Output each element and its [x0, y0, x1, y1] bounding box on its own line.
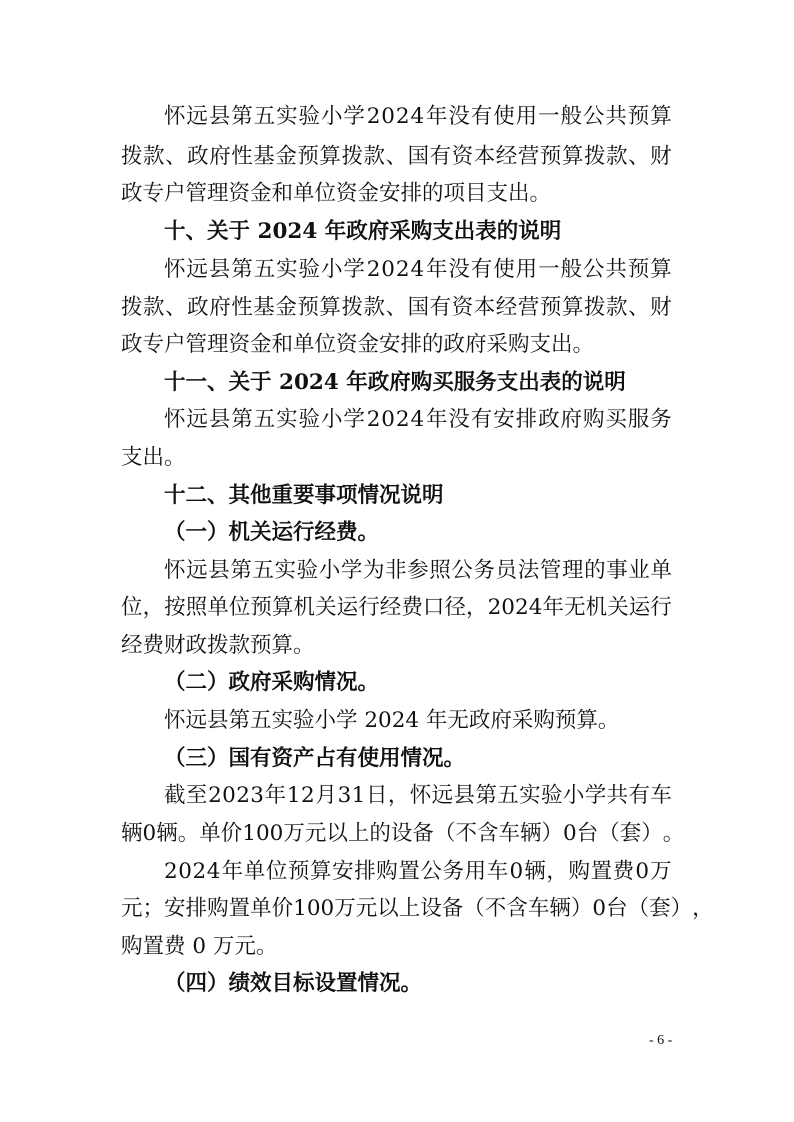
section-heading: 十、关于 2024 年政府采购支出表的说明: [164, 219, 562, 244]
body-text-line: 支出。: [121, 445, 186, 470]
body-text-line: 政专户管理资金和单位资金安排的政府采购支出。: [121, 332, 595, 357]
body-text-line: 购置费 0 万元。: [121, 934, 278, 959]
subsection-heading: （三）国有资产占有使用情况。: [164, 746, 466, 771]
body-text-line: 怀远县第五实验小学 2024 年无政府采购预算。: [164, 708, 620, 733]
section-heading: 十二、其他重要事项情况说明: [164, 483, 444, 508]
body-text-line: 2 0 2 4 年 单 位 预 算 安 排 购 置 公 务 用 车 0 辆 ， 购 置 费 0 万: [164, 859, 672, 884]
body-text-line: 怀 远 县 第 五 实 验 小 学 为 非 参 照 公 务 员 法 管 理 的 事 业 单: [164, 558, 672, 583]
body-text-line: 元 ； 安 排 购 置 单 价 1 0 0 万 元 以 上 设 备 （ 不 含 车 辆 ） 0 台 （ 套 ） ，: [121, 896, 714, 921]
body-text-line: 拨 款 、 政 府 性 基 金 预 算 拨 款 、 国 有 资 本 经 营 预 算 拨 款 、 财: [121, 295, 672, 320]
page-number: - 6 -: [649, 1033, 673, 1048]
subsection-heading: （二）政府采购情况。: [164, 670, 380, 695]
body-text-line: 截 至 2 0 2 3 年 1 2 月 3 1 日 ， 怀 远 县 第 五 实 验 小 学 共 有 车: [164, 783, 672, 808]
subsection-heading: （四）绩效目标设置情况。: [164, 971, 423, 996]
body-text-line: 怀 远 县 第 五 实 验 小 学 2 0 2 4 年 没 有 使 用 一 般 公 共 预 算: [164, 257, 672, 282]
body-text-line: 政专户管理资金和单位资金安排的项目支出。: [121, 181, 552, 206]
body-text-line: 怀 远 县 第 五 实 验 小 学 2 0 2 4 年 没 有 使 用 一 般 公 共 预 算: [164, 104, 672, 129]
body-text-line: 经费财政拨款预算。: [121, 633, 315, 658]
body-text-line: 辆 0 辆 。 单 价 1 0 0 万 元 以 上 的 设 备 （ 不 含 车 辆 ） 0 台 （ 套 ） 。: [121, 821, 685, 846]
body-text-line: 怀 远 县 第 五 实 验 小 学 2 0 2 4 年 没 有 安 排 政 府 购 买 服 务: [164, 407, 672, 432]
section-heading: 十一、关于 2024 年政府购买服务支出表的说明: [164, 370, 626, 395]
subsection-heading: （一）机关运行经费。: [164, 520, 380, 545]
body-text-line: 位 ， 按 照 单 位 预 算 机 关 运 行 经 费 口 径 ， 2 0 2 4 年 无 机 关 运 行: [121, 595, 672, 620]
body-text-line: 拨 款 、 政 府 性 基 金 预 算 拨 款 、 国 有 资 本 经 营 预 算 拨 款 、 财: [121, 144, 672, 169]
